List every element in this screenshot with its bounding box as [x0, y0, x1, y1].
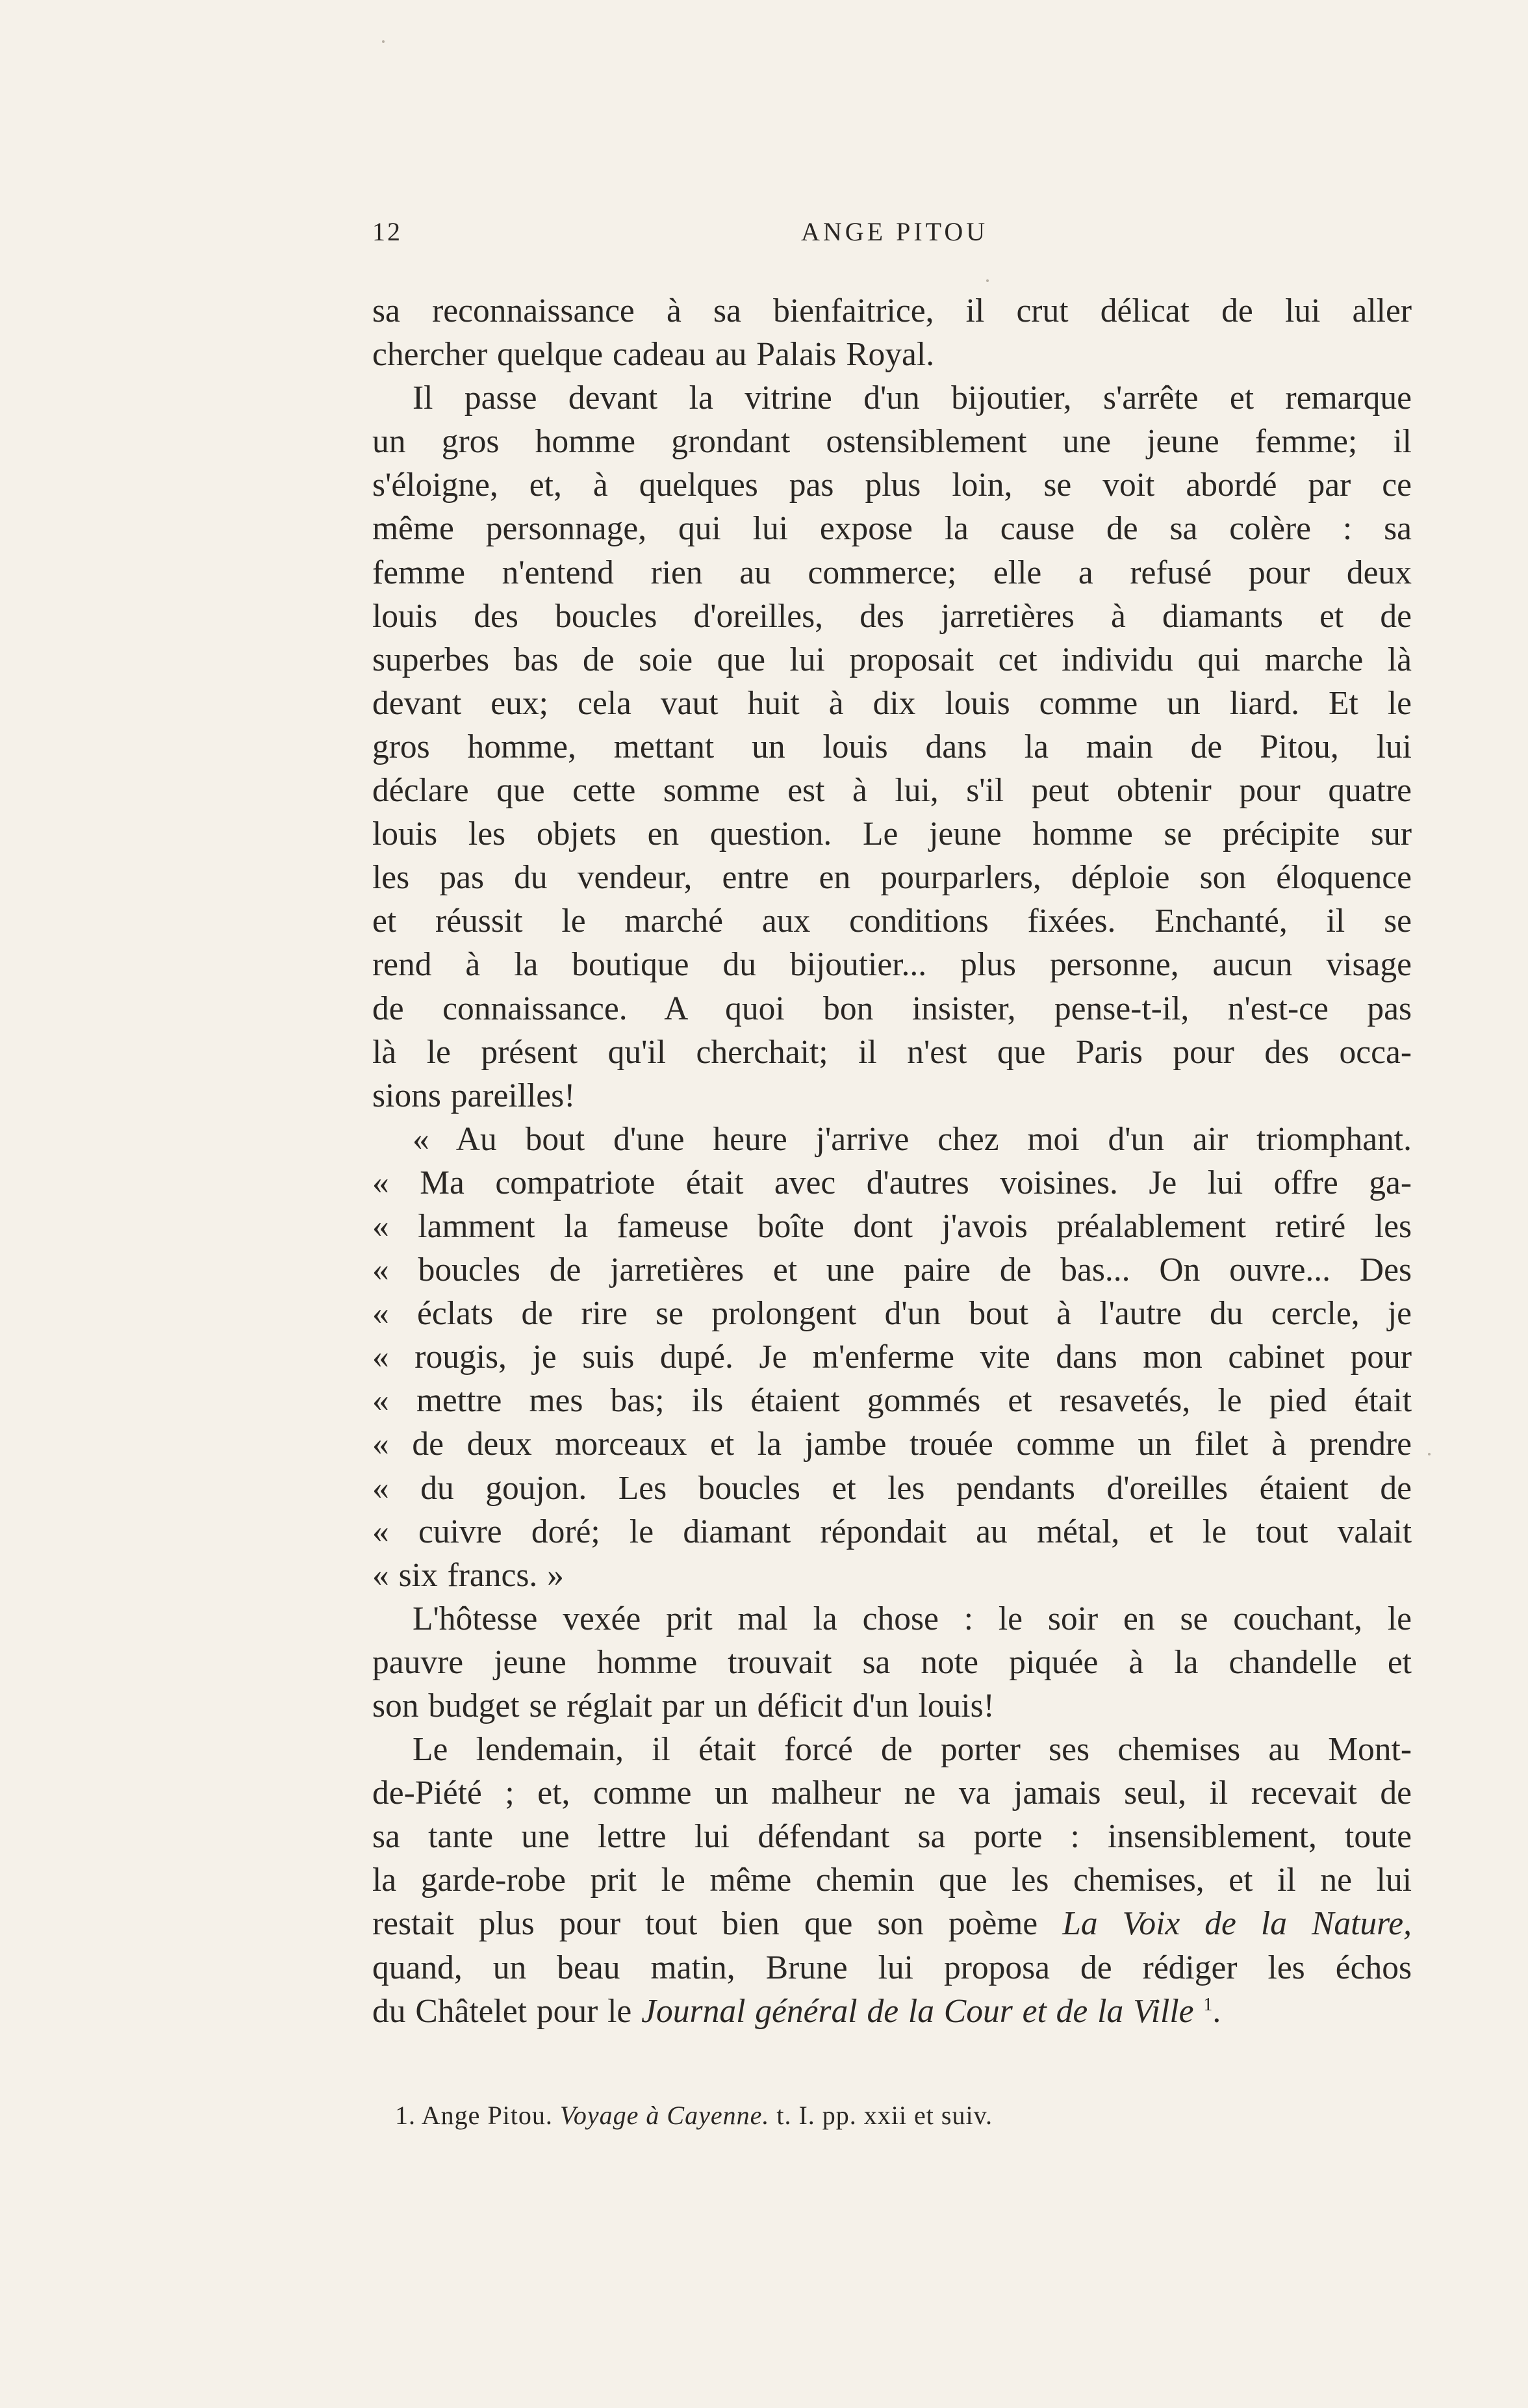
text-line: rend à la boutique du bijoutier... plus personne, aucun visage [372, 946, 1412, 984]
text-line: s'éloigne, et, à quelques pas plus loin, se voit abordé par ce [372, 467, 1412, 504]
text-line: chercher quelque cadeau au Palais Royal. [372, 336, 935, 374]
paper-speck [382, 40, 385, 43]
text-line: les pas du vendeur, entre en pourparlers, déploie son éloquence [372, 859, 1412, 897]
paper-speck [1428, 1453, 1431, 1455]
text-line: même personnage, qui lui expose la cause de sa colère : sa [372, 510, 1412, 548]
text-line: et réussit le marché aux conditions fixées. Enchanté, il se [372, 903, 1412, 940]
text-line: louis les objets en question. Le jeune homme se précipite sur [372, 815, 1412, 853]
body-text [372, 289, 1412, 2033]
paper-speck [986, 279, 989, 282]
journal-title: Journal général de la Cour et de la Ville [641, 1992, 1194, 2030]
running-title: ANGE PITOU [801, 217, 989, 246]
text-line: « Au bout d'une heure j'arrive chez moi d'un air triomphant. [413, 1120, 1412, 1158]
text-line: louis des boucles d'oreilles, des jarretières à diamants et de [372, 597, 1412, 635]
text-line: sions pareilles! [372, 1077, 576, 1114]
poem-title: La Voix de la Nature, [1062, 1905, 1412, 1943]
text-line: un gros homme grondant ostensiblement une jeune femme; il [372, 423, 1412, 461]
text-line: gros homme, mettant un louis dans la main de Pitou, lui [372, 728, 1412, 765]
text-line: « Ma compatriote était avec d'autres voisines. Je lui offre ga- [372, 1164, 1412, 1201]
text-line: Le lendemain, il était forcé de porter ses chemises au Mont- [413, 1731, 1412, 1769]
text-line: « éclats de rire se prolongent d'un bout à l'autre du cercle, je [372, 1295, 1412, 1333]
text-line: « cuivre doré; le diamant répondait au métal, et le tout valait [372, 1513, 1412, 1550]
text-line: pauvre jeune homme trouvait sa note piquée à la chandelle et [372, 1643, 1412, 1681]
text-line: « de deux morceaux et la jambe trouée comme un filet à prendre [372, 1426, 1412, 1463]
footnote-number: 1. [395, 2101, 416, 2130]
text-line: déclare que cette somme est à lui, s'il peut obtenir pour quatre [372, 772, 1412, 810]
text-line: la garde-robe prit le même chemin que les chemises, et il ne lui [372, 1862, 1412, 1899]
page-header [372, 216, 1412, 255]
text-line: « mettre mes bas; ils étaient gommés et resavetés, le pied était [372, 1382, 1412, 1420]
text-segment: . [1212, 1992, 1221, 2030]
text-line: femme n'entend rien au commerce; elle a refusé pour deux [372, 554, 1412, 591]
footnote-author: Ange Pitou. [421, 2101, 553, 2130]
text-line: sa reconnaissance à sa bienfaitrice, il crut délicat de lui aller [372, 292, 1412, 329]
text-segment: restait plus pour tout bien que son poème [372, 1905, 1038, 1943]
text-line: « du goujon. Les boucles et les pendants d'oreilles étaient de [372, 1469, 1412, 1507]
footnote-marker: 1 [1203, 1994, 1213, 2015]
page-number: 12 [372, 217, 402, 246]
text-line: « boucles de jarretières et une paire de bas... On ouvre... Des [372, 1251, 1412, 1289]
text-line: « rougis, je suis dupé. Je m'enferme vite dans mon cabinet pour [372, 1338, 1412, 1376]
text-line: de connaissance. A quoi bon insister, pense-t-il, n'est-ce pas [372, 990, 1412, 1027]
text-line: superbes bas de soie que lui proposait cet individu qui marche là [372, 641, 1412, 678]
text-line: L'hôtesse vexée prit mal la chose : le soir en se couchant, le [413, 1600, 1412, 1637]
footnote [395, 2097, 1408, 2134]
text-segment: du Châtelet pour le [372, 1992, 632, 2030]
text-line: « six francs. » [372, 1556, 564, 1594]
text-line: là le présent qu'il cherchait; il n'est que Paris pour des occa- [372, 1033, 1412, 1071]
text-line-with-journal-title [372, 1990, 1412, 2033]
text-line: « lamment la fameuse boîte dont j'avois préalablement retiré les [372, 1207, 1412, 1245]
text-line: Il passe devant la vitrine d'un bijoutier, s'arrête et remarque [413, 379, 1412, 417]
text-line: de-Piété ; et, comme un malheur ne va jamais seul, il recevait de [372, 1774, 1412, 1812]
footnote-title: Voyage à Cayenne. [559, 2101, 770, 2130]
text-line: son budget se réglait par un déficit d'un louis! [372, 1687, 995, 1724]
text-line: devant eux; cela vaut huit à dix louis comme un liard. Et le [372, 684, 1412, 722]
footnote-reference: t. I. pp. xxii et suiv. [776, 2101, 993, 2130]
text-line: quand, un beau matin, Brune lui proposa de rédiger les échos [372, 1949, 1412, 1986]
text-line: sa tante une lettre lui défendant sa porte : insensiblement, toute [372, 1818, 1412, 1856]
text-line-with-poem-title [372, 1902, 1412, 1945]
